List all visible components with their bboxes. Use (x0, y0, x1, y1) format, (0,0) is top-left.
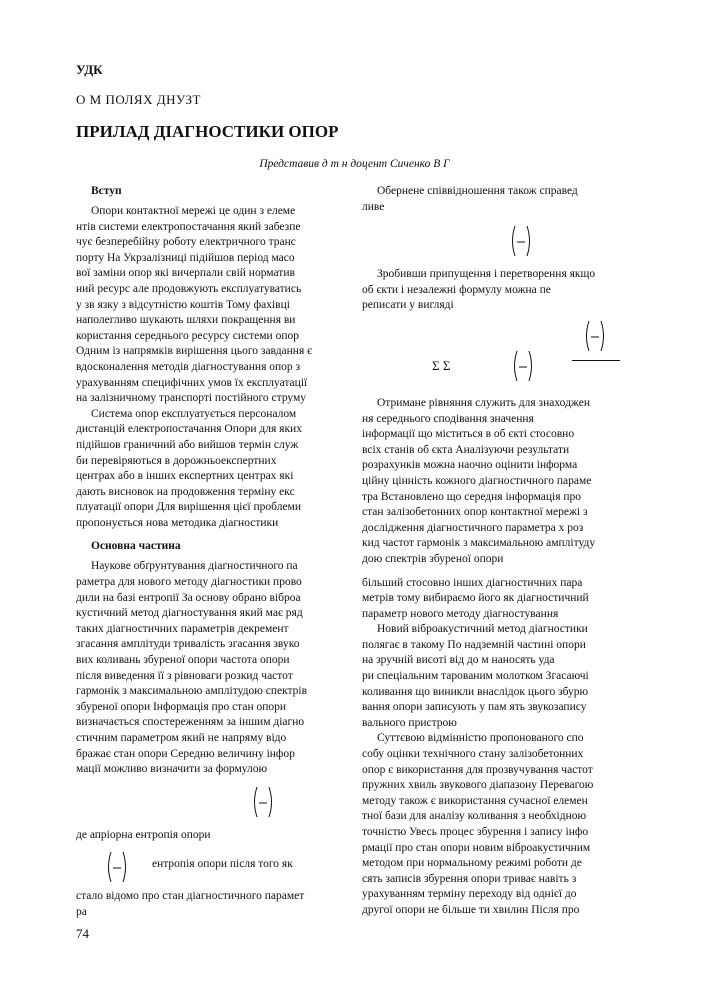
text-line: на зручній висоті від до м наносять уда (362, 654, 555, 667)
text-line: всіх станів об єкта Аналізуючи результати (362, 443, 570, 456)
text-line: підійшов граничний або вийшов термін служ (76, 438, 299, 451)
text-line: пружних хвиль звукового діапазону Перевагою (362, 779, 594, 792)
text-line: дистанцій електропостачання Опори для яких (76, 423, 302, 436)
text-line: бражає стан опори Середню величину інфор (76, 747, 295, 760)
text-line: стало відомо про стан діагностичного парамет (76, 890, 305, 903)
formula-4 (362, 314, 632, 396)
fraction-paren (512, 350, 534, 380)
text-line: вдосконалення методів діагностування опор з (76, 360, 301, 373)
text-line: опор є використання для прозвучування частот (362, 763, 593, 776)
text-line: інформації що міститься в об єкті стосовно (362, 428, 575, 441)
text-line: коливання що виникли внаслідок цього збурю (362, 685, 589, 698)
main-paragraph-1 (76, 559, 344, 777)
fraction-paren (584, 320, 606, 350)
right-column (362, 184, 632, 919)
text-line: після виведення її з рівноваги розкид частот (76, 669, 293, 682)
text-line: нтів системи електропостачання який забезпе (76, 220, 301, 233)
fraction-paren (106, 851, 128, 881)
fraction-bar (572, 360, 620, 361)
text-line: дою спектрів збуреної опори (362, 552, 504, 565)
text-line: об єкти і незалежні формулу можна пе (362, 283, 551, 296)
formula-2 (76, 849, 344, 889)
udk-label: УДК (76, 62, 103, 77)
text-line: другої опори не більше ти хвилин Після про (362, 903, 580, 916)
text-line: вального пристрою (362, 716, 457, 729)
text-line: ра (76, 905, 87, 918)
text-line: ливе (362, 200, 385, 213)
feature-paragraph (362, 731, 632, 918)
text-line: Отримане рівняння служить для знаходжен (377, 396, 590, 409)
text-line: визначається спостереженням за іншим діагно (76, 716, 305, 729)
text-line: збуреної опори Інформація про стан опори (76, 700, 287, 713)
text-line: собу оцінки технічного стану залізобетонних (362, 748, 584, 761)
text-line: стичним параметром який не напряму відо (76, 732, 287, 744)
text-line: Система опор експлуатується персоналом (91, 407, 297, 420)
text-line: полягає в такому По надземній частині опори (362, 638, 586, 651)
result-paragraph (362, 396, 632, 568)
formula-3 (362, 215, 632, 265)
intro-paragraph-1 (76, 204, 344, 407)
left-column (76, 184, 344, 921)
after-lines (76, 889, 344, 920)
text-line: кустичний метод діагностування який має ряд (76, 607, 303, 620)
text-line: методом при нормальному режимі роботи де (362, 857, 582, 870)
text-line: ня середнього сподівання значення (362, 412, 534, 425)
text-line: стан залізобетонних опор контактної мережі з (362, 506, 588, 519)
text-line: вої заміни опор які вичерпали свій норматив (76, 267, 295, 280)
text-line: у зв язку з відсутністю коштів Тому фахівці (76, 298, 290, 311)
intro-heading: Вступ (91, 185, 122, 197)
authors-line: О М ПОЛЯХ ДНУЗТ (76, 92, 201, 107)
text-line: Одним із напрямків вирішення цього завдання є (76, 345, 313, 358)
text-line: плуатації опори Для вирішення цієї проблеми (76, 501, 301, 514)
method-paragraph (362, 622, 632, 731)
text-line: сять записів збурення опори триває навіть з (362, 872, 577, 885)
text-line: тра Встановлено що середня інформація про (362, 490, 582, 503)
inverse-paragraph (362, 184, 632, 215)
text-line: реписати у вигляді (362, 299, 454, 312)
where-line: де апріорна ентропія опори (76, 828, 211, 841)
text-line: чує безперебійну роботу електричного транс (76, 236, 296, 249)
text-line: дають висновок на продовження терміну екс (76, 485, 295, 498)
formula-1 (76, 778, 344, 824)
entropy-line: ентропія опори після того як (152, 858, 293, 871)
text-line: метрів тому вибираємо його як діагностичний (362, 592, 589, 605)
text-line: ційну цінність кожного діагностичного параме (362, 474, 592, 487)
text-line: раметра для нового методу діагностики прово (76, 576, 302, 589)
text-line: урахуванням специфічних умов їх експлуатації (76, 376, 308, 389)
text-line: таких діагностичних параметрів декремент (76, 622, 289, 635)
text-line: гармонік з максимальною амплітудою спектрів (76, 685, 308, 698)
text-line: вих коливань збуреної опори частота опори (76, 654, 290, 667)
text-line: мації можливо визначити за формулою (76, 763, 268, 776)
text-line: параметр нового методу діагностування (362, 607, 559, 620)
text-line: наполегливо шукають шляхи покращення ви (76, 314, 296, 327)
text-line: на залізничному транспорті постійного струму (76, 392, 307, 405)
text-line: користання середнього ресурсу системи опор (76, 329, 299, 342)
text-line: Обернене співвідношення також справед (377, 185, 578, 197)
presented-by: Представив д т н доцент Сиченко В Г (259, 158, 450, 170)
text-line: ри спеціальним тарованим молотком Згасаючі (362, 670, 589, 683)
text-line: вання опори записують у пам ять звукозапису (362, 701, 587, 714)
text-line: розрахунків можна наочно оцінити інформа (362, 459, 578, 472)
page-number: 74 (76, 926, 89, 941)
text-line: дослідження діагностичного параметра x роз (362, 521, 584, 534)
text-line: дили на базі ентропії За основу обрано віброа (76, 591, 301, 604)
text-line: точністю Увесь процес збурення і запису інфо (362, 826, 589, 838)
main-heading: Основна частина (91, 540, 181, 553)
text-line: згасання амплітуди тривалість згасання звуко (76, 638, 300, 651)
text-line: Новий віброакустичний метод діагностики (377, 623, 588, 636)
text-line: би перевіряються в дорожньоекспертних (76, 454, 277, 467)
text-line: Суттєвою відмінністю пропонованого спо (377, 732, 584, 745)
text-line: більший стосовно інших діагностичних пара (362, 576, 583, 589)
text-line: рмації про стан опори новим віброакустичним (362, 841, 591, 854)
result-paragraph-2 (362, 576, 632, 623)
text-line: порту На Укрзалізниці підійшов період масо (76, 251, 295, 264)
text-line: Опори контактної мережі це один з елеме (91, 205, 296, 217)
paper-title: ПРИЛАД ДІАГНОСТИКИ ОПОР (76, 122, 339, 141)
intro-paragraph-2 (76, 407, 344, 532)
fraction-paren (510, 225, 532, 255)
text-line: центрах або в інших експертних центрах які (76, 470, 294, 483)
assumption-paragraph (362, 267, 632, 314)
text-line: тної бази для аналізу коливання з необхідною (362, 810, 587, 823)
text-line: Зробивши припущення і перетворення якщо (377, 268, 596, 281)
text-line: кид частот гармонік з максимальною амплітуду (362, 537, 596, 550)
text-line: Наукове обґрунтування діагностичного па (91, 560, 298, 573)
sum-symbols: Σ Σ (432, 357, 451, 373)
text-line: методу також є використання сучасної елемен (362, 794, 588, 807)
fraction-paren (252, 786, 274, 816)
text-line: урахуванням терміну переходу від однієї до (362, 888, 577, 901)
text-line: ний ресурс але продовжують експлуатуватись (76, 282, 302, 295)
text-line: пропонується нова методика діагностики (76, 516, 279, 529)
